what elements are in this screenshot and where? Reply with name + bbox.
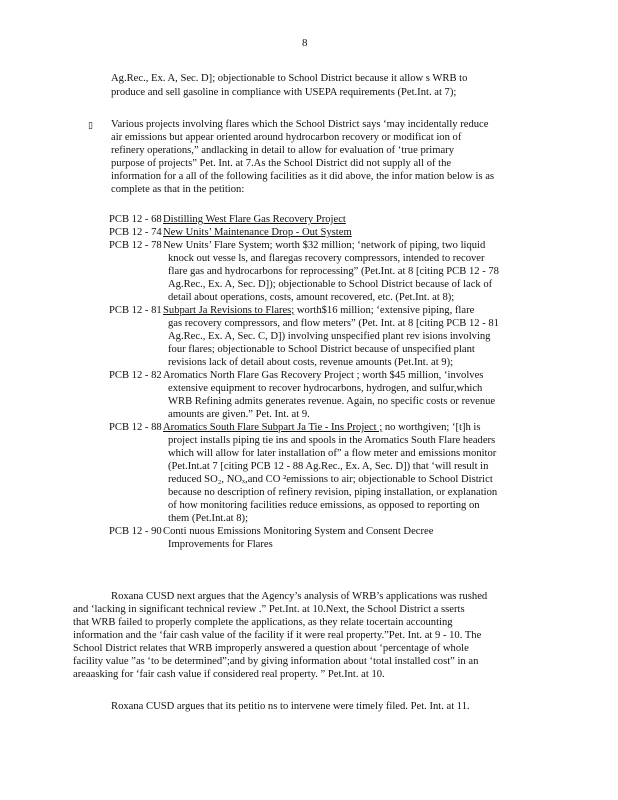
pcb-entry-line — [168, 291, 454, 304]
pcb-entry-text: (Pet.Int.at 7 [citing PCB 12 - 88 Ag.Rec., Ex. A, Sec. D]) that ‘will result in — [168, 461, 489, 472]
pcb-entry-line — [168, 460, 488, 473]
pcb-entry-text: them (Pet.Int.at 8); — [168, 513, 249, 524]
pcb-entry-line — [168, 265, 499, 278]
pcb-entry-line — [168, 395, 495, 408]
bullet-icon: ▯ — [88, 120, 93, 130]
text-line: air emissions but appear oriented around hydrocarbon recovery or modificat ion of — [111, 132, 462, 143]
pcb-entry-text: WRB Refining admits generates revenue. Again, no specific costs or revenue — [168, 396, 496, 407]
pcb-entry-line — [168, 317, 499, 330]
text-line: information for a all of the following facilities as it did above, the infor mation below is as — [111, 171, 495, 182]
pcb-entry-line — [168, 343, 475, 356]
pcb-entry-line — [168, 486, 497, 499]
pcb-entry-line — [163, 304, 474, 317]
pcb-entry-line — [168, 473, 493, 486]
text-line: School District relates that WRB improperly answered a question about ‘percentage of whole — [73, 643, 469, 654]
pcb-entry-line — [168, 499, 480, 512]
pcb-entry-line — [168, 330, 490, 343]
pcb-entry-line — [168, 538, 273, 551]
pcb-entry-text: flare gas and hydrocarbons for reprocessing” (Pet.Int. at 8 [citing PCB 12 - 78 — [168, 266, 499, 277]
pcb-case-number: PCB 12 - 90 — [109, 526, 162, 537]
pcb-entry-line — [168, 447, 496, 460]
page-number: 8 — [302, 37, 308, 49]
pcb-entry-text: which will allow for later installation of” a flow meter and emissions monitor — [168, 448, 497, 459]
text-line: Various projects involving flares which the School District says ‘may incidentally reduce — [111, 119, 489, 130]
text-line: and ‘lacking in significant technical review .” Pet.Int. at 10.Next, the School District a sserts — [73, 604, 465, 615]
pcb-entry-text: Improvements for Flares — [168, 539, 273, 550]
pcb-case-number: PCB 12 - 88 — [109, 422, 162, 433]
pcb-entry-line — [163, 421, 481, 434]
pcb-entry-line — [168, 252, 485, 265]
pcb-entry-text: no worthgiven; ‘[t]h is — [382, 422, 481, 433]
pcb-case-number: PCB 12 - 68 — [109, 214, 162, 225]
text-line: produce and sell gasoline in compliance with USEPA requirements (Pet.Int. at 7); — [111, 87, 457, 98]
text-line: areaasking for ‘fair cash value if considered real property. ” Pet.Int. at 10. — [73, 669, 385, 680]
pcb-entry-text: knock out vesse ls, and flaregas recovery compressors, intended to recover — [168, 253, 485, 264]
pcb-entry-text: Ag.Rec., Ex. A, Sec. D]); objectionable to School District because of lack of — [168, 279, 493, 290]
pcb-case-number: PCB 12 - 81 — [109, 305, 162, 316]
pcb-entry-text: detail about operations, costs, amount recovered, etc. (Pet.Int. at 8); — [168, 292, 455, 303]
text-line: complete as that in the petition: — [111, 184, 245, 195]
text-line: purpose of projects” Pet. Int. at 7.As the School District did not supply all of the — [111, 158, 452, 169]
pcb-entry-line — [168, 382, 482, 395]
pcb-entry-text: because no description of refinery revision, piping installation, or explanation — [168, 487, 498, 498]
pcb-entry-text: Aromatics North Flare Gas Recovery Project ; worth $45 million, ‘involves — [163, 370, 484, 381]
pcb-entry-text: of how monitoring facilities reduce emissions, as opposed to reporting on — [168, 500, 480, 511]
pcb-entry-line — [168, 512, 248, 525]
pcb-entry-text: extensive equipment to recover hydrocarbons, hydrogen, and sulfur,which — [168, 383, 483, 394]
text-line: that WRB failed to properly complete the applications, as they relate tocertain accounting — [73, 617, 453, 628]
pcb-entry-line — [168, 278, 492, 291]
pcb-entry-text: reduced SO₂, NOₓ,and CO ²emissions to air; objectionable to School District — [168, 474, 493, 485]
text-line: information and the ‘fair cash value of the facility if it were real property.”Pet. Int. at 9 - 10. The — [73, 630, 482, 641]
pcb-entry-line — [163, 369, 483, 382]
pcb-entry-line — [163, 213, 346, 226]
pcb-entry-text: four flares; objectionable to School District because of unspecified plant — [168, 344, 475, 355]
pcb-entry-text: project installs piping tie ins and spools in the Aromatics South Flare headers — [168, 435, 496, 446]
pcb-entry-text: amounts are given.” Pet. Int. at 9. — [168, 409, 310, 420]
text-line: refinery operations,” andlacking in detail to allow for evaluation of ‘true primary — [111, 145, 454, 156]
pcb-case-number: PCB 12 - 78 — [109, 240, 162, 251]
pcb-entry-line — [163, 525, 433, 538]
pcb-entry-line — [168, 356, 453, 369]
pcb-entry-line — [163, 226, 352, 239]
pcb-entry-text: gas recovery compressors, and flow meters” (Pet. Int. at 8 [citing PCB 12 - 81 — [168, 318, 499, 329]
pcb-project-title: Subpart Ja Revisions to Flares; — [163, 305, 295, 316]
pcb-project-title: Distilling West Flare Gas Recovery Project — [163, 214, 346, 225]
pcb-case-number: PCB 12 - 74 — [109, 227, 162, 238]
pcb-entry-text: Ag.Rec., Ex. A, Sec. C, D]) involving unspecified plant rev isions involving — [168, 331, 491, 342]
pcb-entry-line — [168, 408, 310, 421]
pcb-project-title: New Units’ Maintenance Drop - Out System — [163, 227, 352, 238]
pcb-entry-line — [163, 239, 485, 252]
text-line: facility value ”as ‘to be determined”;and by giving information about ‘total installed cost” in an — [73, 656, 479, 667]
text-line: Roxana CUSD next argues that the Agency’s analysis of WRB’s applications was rushed — [111, 591, 488, 602]
text-line: Ag.Rec., Ex. A, Sec. D]; objectionable to School District because it allow s WRB to — [111, 73, 468, 84]
pcb-project-title: Aromatics South Flare Subpart Ja Tie - Ins Project ; — [163, 422, 383, 433]
pcb-case-number: PCB 12 - 82 — [109, 370, 162, 381]
pcb-entry-text: revisions lack of detail about costs, revenue amounts (Pet.Int. at 9); — [168, 357, 454, 368]
pcb-entry-text: worth$16 million; ‘extensive piping, flare — [294, 305, 475, 316]
pcb-entry-line — [168, 434, 495, 447]
pcb-entry-text: New Units’ Flare System; worth $32 million; ‘network of piping, two liquid — [163, 240, 486, 251]
text-line: Roxana CUSD argues that its petitio ns to intervene were timely filed. Pet. Int. at 11. — [111, 701, 470, 712]
pcb-entry-text: Conti nuous Emissions Monitoring System and Consent Decree — [163, 526, 434, 537]
